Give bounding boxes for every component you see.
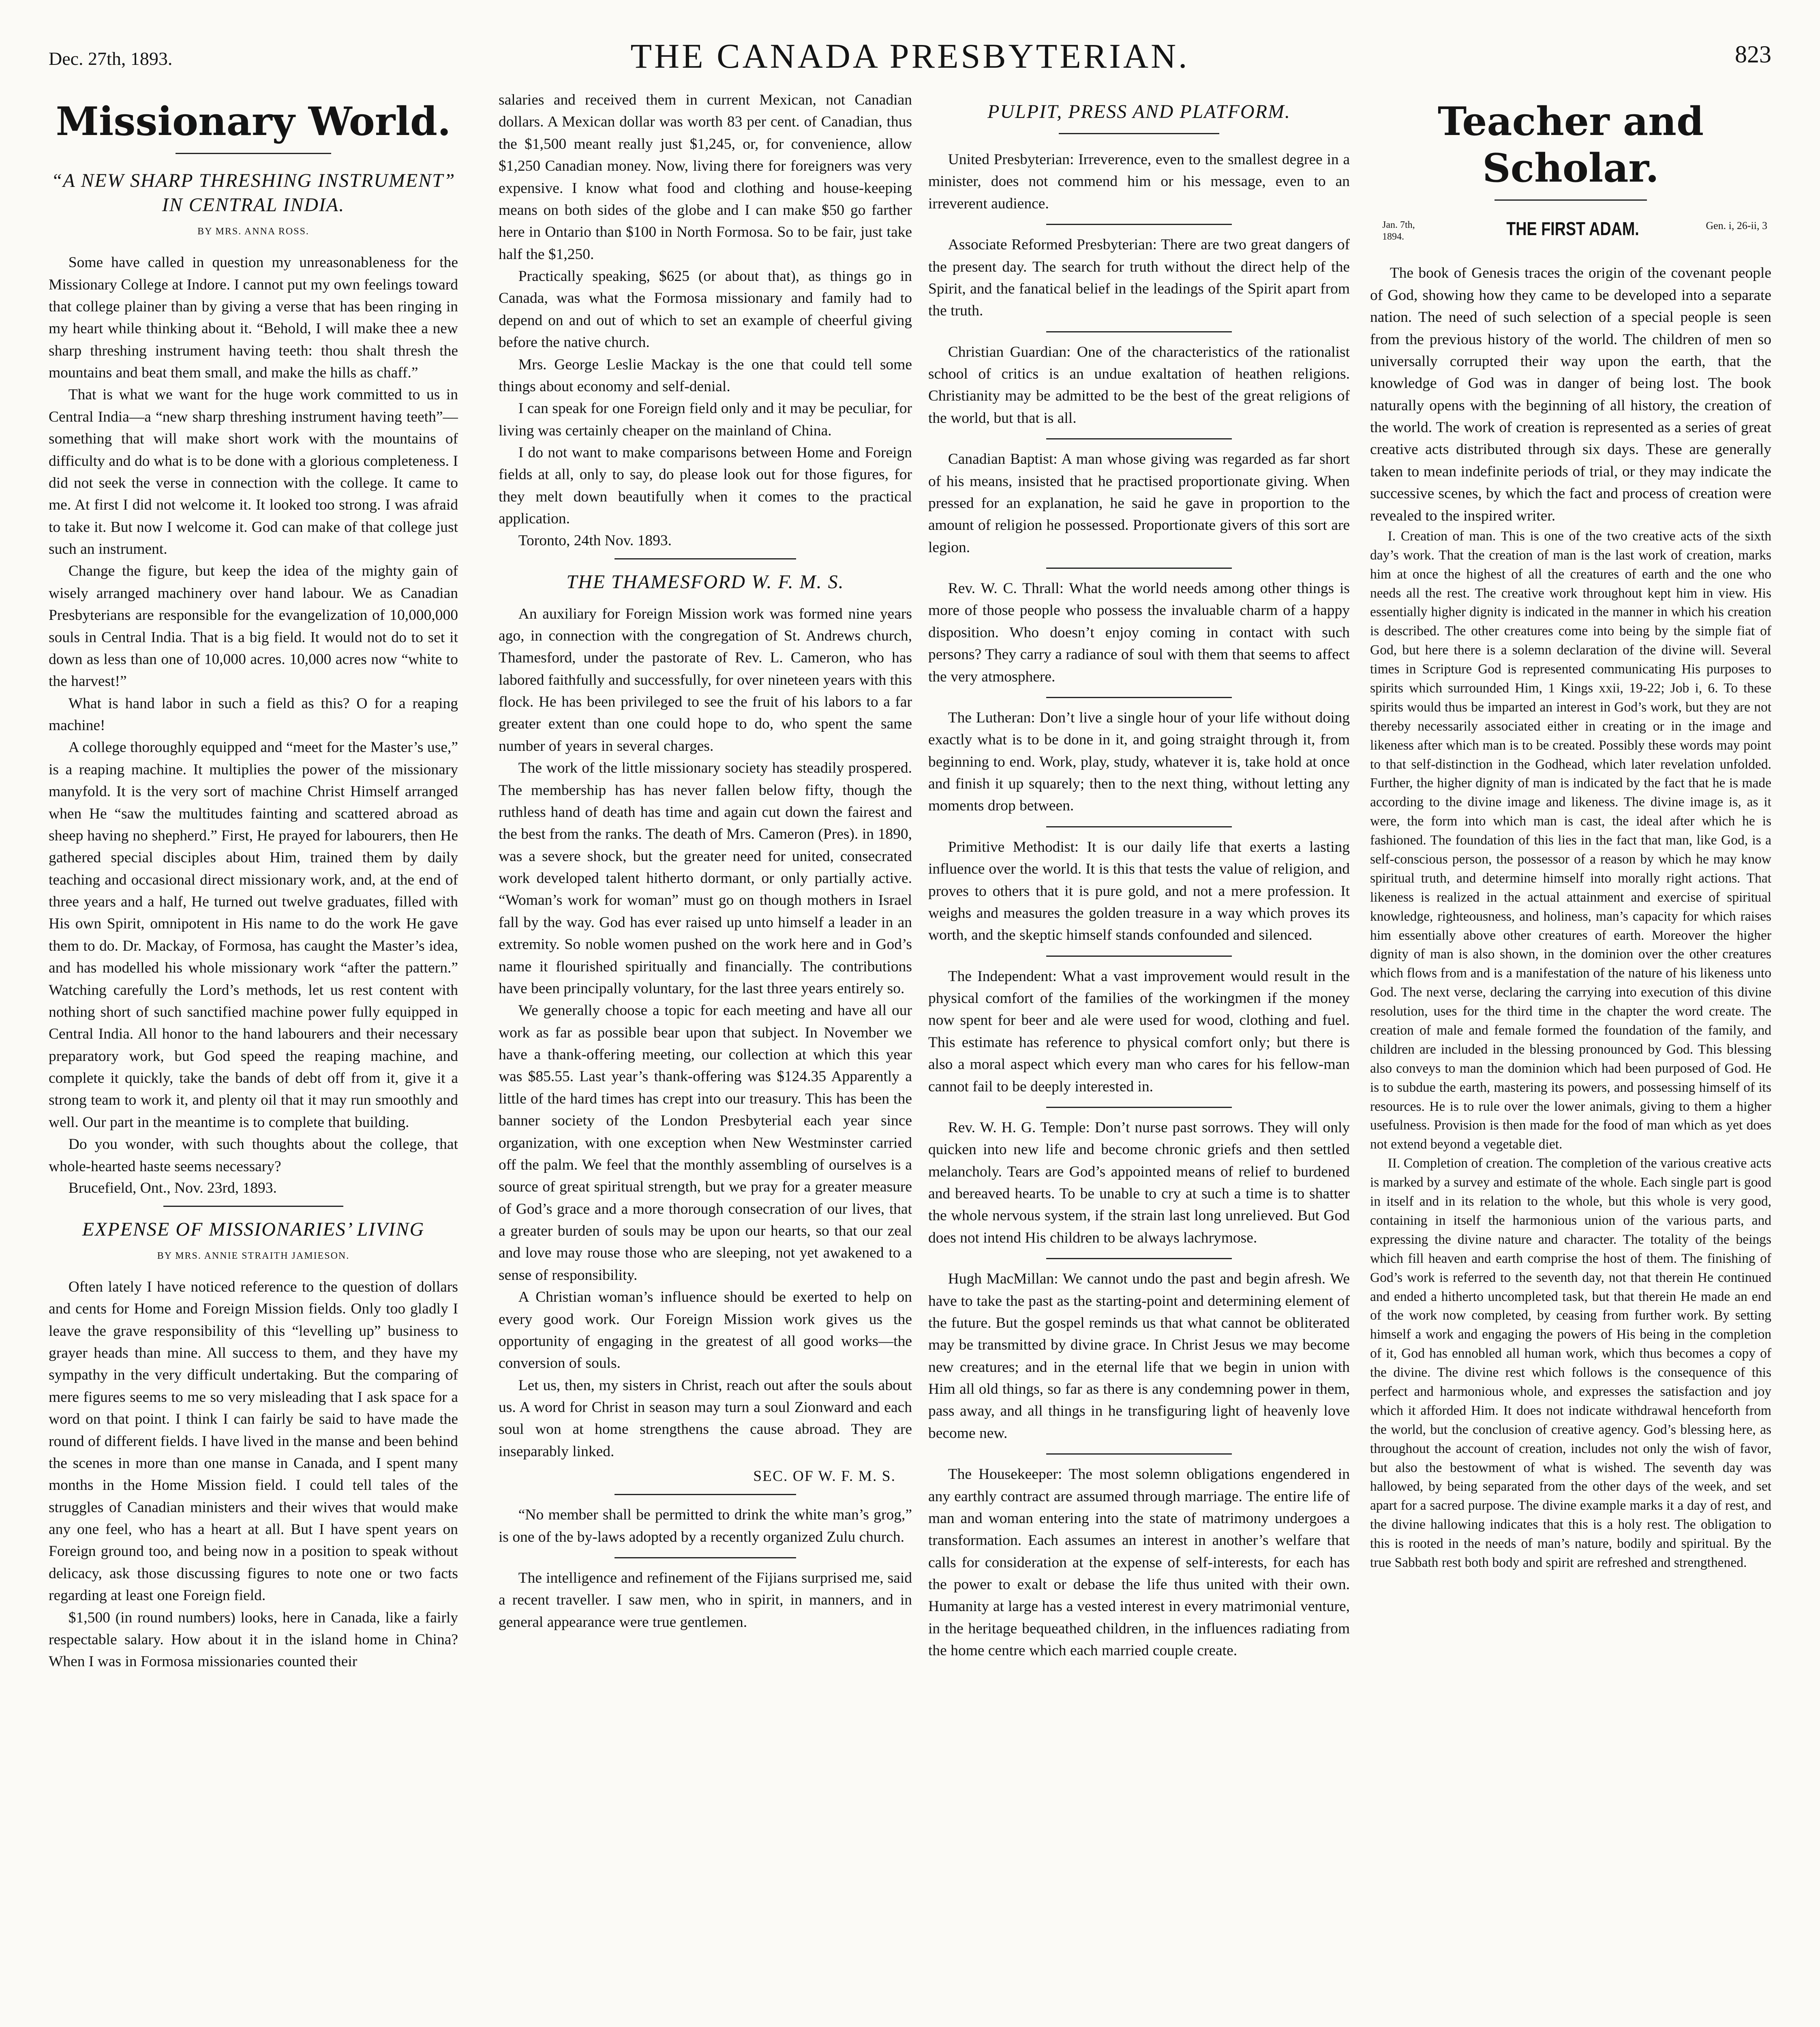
column-1	[49, 89, 458, 2027]
article-paragraph: The work of the little missionary society has steadily prospered. The membership has has never fallen below fifty, though the ruthless hand of death has time and again cut down the fairest and the best from the ranks. The death of Mrs. Cameron (Pres). in 1890, was a severe shock, but the greater need for united, consecrated work developed talent hitherto dormant, or only partially active. “Woman’s work for woman” must go on though mothers in Israel fall by the way. God has ever raised up unto himself a leader in an extremity. So noble women pushed on the work here and in God’s name it flourished spiritually and financially. The contributions have been principally voluntary, for the last three years entirely so.	[499, 760, 912, 997]
article-paragraph: “No member shall be permitted to drink the white man’s grog,” is one of the by-laws adopted by a recently organized Zulu church.	[499, 1506, 912, 1545]
section-rule	[176, 153, 331, 154]
article-byline-ross: BY MRS. ANNA ROSS.	[197, 226, 309, 237]
lesson-paragraph: II. Completion of creation. The completion of the various creative acts is marked by a survey and estimate of the whole. Each single part is good in itself and in its relation to the whole, but this whole is very good, containing in itself the harmonious union of the various parts, and expressing the divine nature and character. The totality of the beings which fill heaven and earth comprise the host of them. The finishing of God’s work is referred to the seventh day, not that therein He continued and ended a hitherto uncompleted task, but that therein He made an end of the work now completed, by ceasing from further work. By setting himself a work and engaging the powers of His being in the completion of it, God has ennobled all human work, which thus becomes a copy of the divine. The divine rest which follows is the consequence of this perfect and harmonious whole, and expresses the satisfaction and joy which it afforded Him. It does not indicate withdrawal henceforth from the world, but the conclusion of creative agency. God’s blessing here, as throughout the account of creation, includes not only the wish of favor, but also the bestowment of what is wished. The seventh day was hallowed, by being separated from the other days of the week, and set apart for a sacred purpose. The divine example marks it a day of rest, and the divine hallowing indicates that this is a holy rest. The obligation to this is rooted in the needs of man’s nature, bodily and spiritual. By the true Sabbath rest both body and spirit are refreshed and strengthened.	[1370, 1156, 1771, 1570]
article-dateline: Brucefield, Ont., Nov. 23rd, 1893.	[68, 1179, 277, 1196]
article-paragraph: Mrs. George Leslie Mackay is the one that could tell some things about economy and self-denial.	[499, 356, 912, 395]
article-title-thamesford: THE THAMESFORD W. F. M. S.	[566, 571, 844, 593]
item-divider	[1046, 1453, 1232, 1455]
article-paragraph: Do you wonder, with such thoughts about the college, that whole-hearted haste seems necessary?	[49, 1136, 458, 1175]
quote-item: The Independent: What a vast improvement would result in the physical comfort of the families of the workingmen if the money now spent for beer and ale were used for wood, clothing and fuel. This estimate has reference to physical comfort only; but there is also a moral aspect which every man who cares for his fellow-man cannot fail to be deeply interested in.	[928, 968, 1350, 1095]
column-3	[928, 89, 1350, 2027]
item-divider	[1046, 826, 1232, 827]
quote-item: Associate Reformed Presbyterian: There are two great dangers of the present day. The search for truth without the direct help of the Spirit, and the fanatical belief in the leadings of the Spirit apart from the truth.	[928, 236, 1350, 319]
article-divider	[615, 1557, 797, 1558]
section-rule	[1059, 133, 1219, 134]
missionary-world-heading: Missionary World.	[56, 99, 451, 144]
article-paragraph: Some have called in question my unreasonableness for the Missionary College at Indore. I cannot put my own feelings toward that college plainer than by giving a verse that has been ringing in my heart while thinking about it. “Behold, I will make thee a new sharp threshing instrument having teeth: thou shalt thresh the mountains and beat them small, and make the hills as chaff.”	[49, 254, 458, 381]
article-paragraph: I do not want to make comparisons between Home and Foreign fields at all, only to say, do please look out for those figures, for they melt down beautifully when it comes to the practical application.	[499, 444, 912, 527]
article-paragraph: The intelligence and refinement of the Fijians surprised me, said a recent traveller. I saw men, who in spirit, in manners, and in general appearance were true gentlemen.	[499, 1569, 912, 1631]
section-rule	[1495, 199, 1647, 201]
article-paragraph: Often lately I have noticed reference to the question of dollars and cents for Home and Foreign Mission fields. Only too gladly I leave the grave responsibility of this “levelling up” business to grayer heads than mine. All success to them, and they have my sympathy in the very difficult undertaking. But the comparing of mere figures seems to me so very misleading that I ask space for a word on that point. I think I can fairly be said to have made the round of different fields. I have lived in the manse and been behind the scenes in more than one manse in Canada, and I spent many months in the Home Mission field. I could tell tales of the struggles of Canadian ministers and their wives that would make any one feel, who has a heart at all. But I have spent years on Foreign ground too, and being now in a position to speak without delicacy, ask those discussing figures to note one or two facts regarding at least one Foreign field.	[49, 1278, 458, 1604]
article-divider	[615, 558, 797, 559]
column-4	[1370, 89, 1771, 2027]
article-paragraph: Practically speaking, $625 (or about that), as things go in Canada, was what the Formosa missionary and family had to depend on and out of which to set an example of cheerful giving before the native church.	[499, 268, 912, 351]
article-signature: SEC. OF W. F. M. S.	[753, 1468, 896, 1485]
item-divider	[1046, 331, 1232, 332]
lesson-title: THE FIRST ADAM.	[1506, 218, 1639, 240]
article-paragraph: A college thoroughly equipped and “meet for the Master’s use,” is a reaping machine. It multiplies the power of the missionary manyfold. It is the very sort of machine Christ Himself arranged when He “saw the multitudes fainting and scattered abroad as sheep having no shepherd.” First, He prayed for labourers, then He gathered special disciples about Him, trained them by daily teaching and occasional direct missionary work, and, at the end of three years and a half, He turned out twelve graduates, filled with His own Spirit, omnipotent in His name to do the work He gave them to do. Dr. Mackay, of Formosa, has caught the Master’s idea, and has modelled his whole missionary work “after the pattern.” Watching carefully the Lord’s methods, let us rest content with nothing short of such sanctified machine power fully equipped in Central India. All honor to the hand labourers and their necessary preparatory work, but God speed the reaping machine, and complete it quickly, take the bands of debt off from it, give it a strong team to work it, and plenty oil that it may run smoothly and well. Our part in the meantime is to complete that building.	[49, 739, 458, 1131]
masthead	[49, 36, 1771, 76]
lesson-paragraph: I. Creation of man. This is one of the two creative acts of the sixth day’s work. That the creation of man is the last work of creation, marks him at once the highest of all the creatures of earth and the one who needs all the rest. The creative work throughout kept him in view. His essentially higher dignity is indicated in the manner in which his creation is described. The other creatures come into being by the simple fiat of God, but here there is a solemn declaration of the divine will. Several times in Scripture God is represented communicating His purposes to spirits which surrounded Him, 1 Kings xxii, 19-22; Job i, 6. To these spirits would thus be imparted an interest in God’s work, but they are not thereby necessarily associated either in creating or in the image and likeness after which man is to be created. Possibly these words may point to that self-distinction in the Godhead, which later revelation unfolded. Further, the higher dignity of man is indicated by the fact that he is made according to the divine image and likeness. The divine image is, as it were, the form into which man is cast, the ideal after which he is fashioned. The foundation of this lies in the fact that man, like God, is a self-conscious person, the possessor of a reason by which he may know spiritual truth, and determine himself into morally right actions. That likeness is realized in the actual attainment and exercise of spiritual knowledge, righteousness, and holiness, man’s capacity for which raises him essentially above other creatures of earth. Moreover the higher dignity of man is also shown, in the dominion over the other creatures which flows from and is a manifestation of the nature of his likeness unto God. The next verse, declaring the carrying into execution of this divine resolution, uses for the third time in the chapter the word create. The creation of male and female formed the foundation of the family, and children are included in the blessing pronounced by God. This blessing also conveys to man the dominion which had been purposed of God. He is to subdue the earth, mastering its powers, and possessing himself of its resources. He is to rule over the lower animals, giving to them a higher usefulness. Provision is then made for the food of man which as yet does not extend beyond a vegetable diet.	[1370, 528, 1771, 1152]
item-divider	[1046, 568, 1232, 569]
lesson-header	[1370, 215, 1771, 260]
item-divider	[1046, 438, 1232, 439]
quote-item: Canadian Baptist: A man whose giving was regarded as far short of his means, insisted that he practised proportionate giving. When pressed for an explanation, he said he gave in proportion to the amount of religion he possessed. Proportionate givers of this sort are legion.	[928, 451, 1350, 556]
pulpit-press-heading: PULPIT, PRESS AND PLATFORM.	[987, 101, 1291, 122]
article-dateline: Toronto, 24th Nov. 1893.	[518, 532, 672, 549]
item-divider	[1046, 1107, 1232, 1108]
article-paragraph: A Christian woman’s influence should be exerted to help on every good work. Our Foreign Mission work gives us the opportunity of engaging in the greatest of all good works—the conversion of souls.	[499, 1289, 912, 1372]
page-number: 823	[1735, 41, 1771, 68]
lesson-paragraph: The book of Genesis traces the origin of the covenant people of God, showing how they came to be developed into a separate nation. The need of such selection of a special people is seen from the previous history of the world. The children of men so universally corrupted their way upon the earth, that the knowledge of God was in danger of being lost. The book naturally opens with the beginning of all history, the creation of the world. The work of creation is represented as a series of great creative acts distributed through six days. These are generally taken to mean indefinite periods of trial, or they may indicate the successive scenes, by which the fact and process of creation were revealed to the inspired writer.	[1370, 265, 1771, 524]
article-paragraph: $1,500 (in round numbers) looks, here in Canada, like a fairly respectable salary. How about it in the island home in China? When I was in Formosa missionaries counted their	[49, 1609, 458, 1670]
teacher-scholar-heading: Teacher and Scholar.	[1437, 99, 1704, 191]
newspaper-title: THE CANADA PRESBYTERIAN.	[630, 36, 1190, 75]
article-divider	[163, 1206, 343, 1207]
article-paragraph: That is what we want for the huge work committed to us in Central India—a “new sharp threshing instrument having teeth”—something that will make short work with the mountains of difficulty and do what is to be done with a glorious completeness. I did not seek the verse in connection with the college. It came to me. At first I did not welcome it. It looked too strong. I was afraid to take it. But now I welcome it. God can make of that college just such an instrument.	[49, 386, 458, 558]
item-divider	[1046, 1258, 1232, 1259]
article-paragraph: We generally choose a topic for each meeting and have all our work as far as possible bear upon that subject. In November we have a thank-offering meeting, our collection at which this year was $85.55. Last year’s thank-offering was $124.35 Apparently a little of the hard times has crept into our treasury. This has been the banner society of the London Presbyterial each year since organization, with one exception when New Westminster carried off the palm. We feel that the monthly assembling of ourselves is a source of great spiritual strength, but we pray for a greater measure of God’s grace and a more thorough consecration of our lives, that a greater burden of souls may be upon our hearts, so that our zeal and love may rouse those who are sleeping, not yet awakened to a sense of responsibility.	[499, 1002, 912, 1283]
article-divider	[615, 1494, 797, 1495]
issue-date: Dec. 27th, 1893.	[49, 48, 173, 69]
quote-item: Rev. W. C. Thrall: What the world needs among other things is more of those people who possess the invaluable charm of a happy disposition. Who doesn’t enjoy coming in contact with such persons? They carry a radiance of soul with them that seems to affect the very atmosphere.	[928, 580, 1350, 685]
quote-item: Primitive Methodist: It is our daily life that exerts a lasting influence over the world. It is this that tests the value of religion, and proves to others that it is pure gold, and not a mere profession. It weighs and measures the golden treasure in a way which proves its worth, and the skeptic himself stands confounded and silenced.	[928, 838, 1350, 944]
article-byline-jamieson: BY MRS. ANNIE STRAITH JAMIESON.	[157, 1250, 350, 1261]
article-title-threshing: “A NEW SHARP THRESHING INSTRUMENT” IN CENTRAL INDIA.	[51, 170, 456, 216]
article-title-expense: EXPENSE OF MISSIONARIES’ LIVING	[82, 1218, 425, 1240]
article-paragraph: Change the figure, but keep the idea of the mighty gain of wisely arranged machinery over hand labour. We as Canadian Presbyterians are responsible for the evangelization of 10,000,000 souls in Central India. That is a big field. It would not do to set it down as less than one of 10,000 acres. 10,000 acres now “white to the harvest!”	[49, 563, 458, 690]
quote-item: The Lutheran: Don’t live a single hour of your life without doing exactly what is to be done in it, and going straight through it, from beginning to end. Work, play, study, whatever it is, take hold at once and finish it up squarely; then to the next thing, without letting any moments drop between.	[928, 709, 1350, 814]
item-divider	[1046, 224, 1232, 225]
lesson-date: Jan. 7th, 1894.	[1382, 220, 1415, 242]
article-paragraph: I can speak for one Foreign field only and it may be peculiar, for living was certainly cheaper on the mainland of China.	[499, 400, 912, 439]
article-paragraph: salaries and received them in current Mexican, not Canadian dollars. A Mexican dollar was worth 83 per cent. of Canadian, thus the $1,500 meant really just $1,245, or, for convenience, allow $1,250 Canadian money. Now, living there for foreigners was very expensive. I know what food and clothing and house-keeping means on both sides of the globe and I can make $50 go farther here in Ontario than $100 in North Formosa. So to be fair, just take half the $1,250.	[499, 92, 912, 263]
article-paragraph: An auxiliary for Foreign Mission work was formed nine years ago, in connection with the congregation of St. Andrews church, Thamesford, under the pastorate of Rev. L. Cameron, who has labored faithfully and successfully, for over nineteen years with this flock. He has been privileged to see the fruit of his labors to a far greater extent than one could hope to do, who spent the same number of years in several charges.	[499, 605, 912, 754]
lesson-scripture-ref: Gen. i, 26-ii, 3	[1706, 220, 1767, 232]
article-paragraph: Let us, then, my sisters in Christ, reach out after the souls about us. A word for Christ in season may turn a soul Zionward and each soul won at home strengthens the cause abroad. They are inseparably linked.	[499, 1377, 912, 1460]
quote-item: The Housekeeper: The most solemn obligations engendered in any earthly contract are assumed through marriage. The entire life of man and woman entering into the state of matrimony undergoes a transformation. Each assumes an interest in another’s welfare that calls for consideration at the expense of self-interests, for each has the power to exalt or debase the life thus united with their own. Humanity at large has a vested interest in every matrimonial venture, in the heritage bequeathed children, in the influences radiating from the home centre which each married couple create.	[928, 1466, 1350, 1659]
quote-item: Christian Guardian: One of the characteristics of the rationalist school of critics is an undue exaltation of heathen religions. Christianity may be admitted to be the best of the great religions of the world, but that is all.	[928, 343, 1350, 426]
article-paragraph: What is hand labor in such a field as this? O for a reaping machine!	[49, 695, 458, 734]
quote-item: United Presbyterian: Irreverence, even to the smallest degree in a minister, does not commend him or his message, even to an irreverent audience.	[928, 151, 1350, 212]
quote-item: Rev. W. H. G. Temple: Don’t nurse past sorrows. They will only quicken into new life and become chronic griefs and then settled melancholy. Tears are God’s appointed means of relief to burdened and bereaved hearts. To be unable to cry at such a time is to shatter the whole nervous system, if the strain last long unrelieved. But God does not intend His children to be always lachrymose.	[928, 1119, 1350, 1246]
column-2	[499, 89, 912, 2027]
item-divider	[1046, 956, 1232, 957]
item-divider	[1046, 697, 1232, 698]
quote-item: Hugh MacMillan: We cannot undo the past and begin afresh. We have to take the past as the starting-point and determining element of the future. But the gospel reminds us that what cannot be obliterated may be transmitted by divine grace. In Christ Jesus we may become new creatures; and in the eternal life that we begin in union with Him all old things, so far as there is any condemning power in them, pass away, and all things in he transfiguring light of heavenly love become new.	[928, 1271, 1350, 1442]
